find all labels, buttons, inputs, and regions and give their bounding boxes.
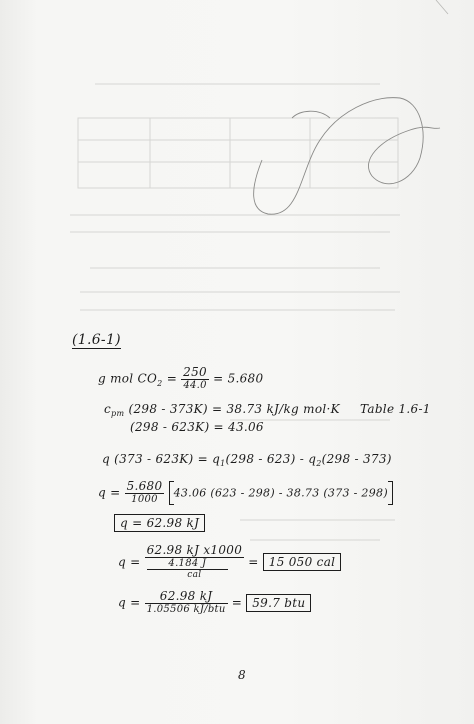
q-kj-result: q = 62.98 kJ — [114, 514, 205, 532]
cpm-value-1: 38.73 kJ/kg mol·K — [226, 402, 340, 416]
q-cal-fraction: 62.98 kJ x1000 4.184 J cal — [146, 543, 243, 580]
q-btu-fraction: $\frac{62.98 kJ}{\text{1.05506 kJ/btu}}$ — [146, 589, 226, 615]
page-number: 8 — [238, 668, 246, 682]
q-bracket-expr: 43.06 (623 - 298) - 38.73 (373 - 298) — [173, 486, 388, 500]
q-btu-line: q = $\frac{62.98 kJ}{\text{1.05506 kJ/btu}}$ = 59.7 btu — [118, 590, 311, 616]
mol-lhs: g mol CO — [98, 371, 158, 386]
cpm-range-1: (298 - 373K) = — [128, 402, 223, 416]
problem-label: (1.6-1) — [72, 332, 121, 348]
q-expression-line: q = $\frac{5.680}{1000}$ 43.06 (623 - 298) - 38.73 (373 - 298) — [98, 480, 393, 506]
table-reference: Table 1.6-1 — [360, 402, 431, 416]
mol-fraction: $\frac{250}{44.0}$ — [183, 365, 207, 391]
q-cal-line: q = 62.98 kJ x1000 4.184 J cal = 15 050 cal — [118, 544, 341, 581]
q-difference-line: q $(373 - 623K) = q_1(298 - 623) - q_2(298 - 373)$ — [102, 452, 392, 468]
mol-result: = 5.680 — [213, 371, 264, 386]
q-fraction: $\frac{5.680}{1000}$ — [126, 479, 163, 505]
q-btu-boxed: 59.7 btu — [246, 594, 311, 612]
mol-calc-line: g mol $CO_2$ = $\frac{250}{44.0}$ = 5.680 — [98, 365, 264, 391]
cpm-value-2: 43.06 — [228, 420, 264, 434]
cpm-line-1: $c_{pm}$ (298 - 373K) = 38.73 kJ/kg mol·K — [104, 402, 340, 418]
cpm-range-2: (298 - 623K) = — [130, 420, 224, 434]
cpm-line-2 — [130, 420, 264, 434]
mol-eq: = — [166, 371, 178, 386]
q-cal-boxed: 15 050 cal — [263, 553, 342, 571]
